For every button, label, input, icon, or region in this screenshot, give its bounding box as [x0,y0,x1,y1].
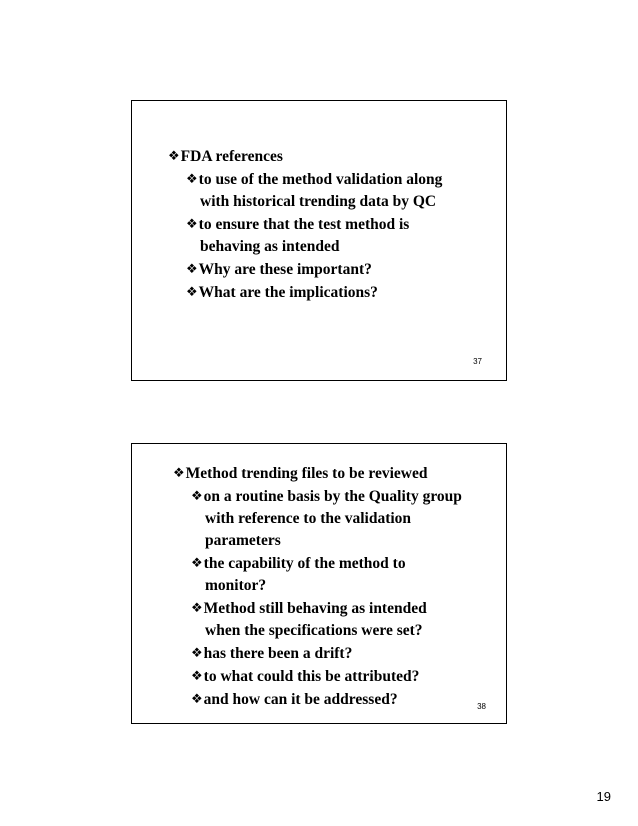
bullet-item: ❖has there been a drift? [191,645,353,662]
diamond-bullet-icon: ❖ [173,465,185,480]
bullet-item-continuation: parameters [205,532,281,549]
bullet-item-continuation: monitor? [205,577,267,594]
diamond-bullet-icon: ❖ [191,555,203,570]
diamond-bullet-icon: ❖ [168,148,180,163]
bullet-item: ❖to use of the method validation along [186,171,443,188]
diamond-bullet-icon: ❖ [191,600,203,615]
slide-number: 38 [477,702,486,711]
slide-38 [131,443,507,724]
bullet-item: ❖Method still behaving as intended [191,600,427,617]
diamond-bullet-icon: ❖ [191,668,203,683]
bullet-item: ❖Why are these important? [186,261,372,278]
bullet-item: ❖FDA references [168,148,283,165]
diamond-bullet-icon: ❖ [186,171,198,186]
diamond-bullet-icon: ❖ [191,645,203,660]
bullet-item: ❖Method trending files to be reviewed [173,465,428,482]
diamond-bullet-icon: ❖ [186,216,198,231]
page-number: 19 [596,789,611,804]
slide-number: 37 [473,357,482,366]
bullet-item: ❖the capability of the method to [191,555,406,572]
bullet-item-continuation: with reference to the validation [205,510,412,527]
diamond-bullet-icon: ❖ [191,488,203,503]
bullet-item-continuation: with historical trending data by QC [200,193,437,210]
slide-38-bullet-list [173,462,502,711]
bullet-item: ❖and how can it be addressed? [191,691,398,708]
bullet-item-continuation: when the specifications were set? [205,622,423,639]
diamond-bullet-icon: ❖ [191,691,203,706]
bullet-item: ❖to ensure that the test method is [186,216,410,233]
bullet-item: ❖What are the implications? [186,284,378,301]
diamond-bullet-icon: ❖ [186,261,198,276]
bullet-item: ❖to what could this be attributed? [191,668,420,685]
slide-37-bullet-list [168,145,498,304]
diamond-bullet-icon: ❖ [186,284,198,299]
bullet-item-continuation: behaving as intended [200,238,340,255]
slide-37 [131,100,507,381]
bullet-item: ❖on a routine basis by the Quality group [191,488,462,505]
